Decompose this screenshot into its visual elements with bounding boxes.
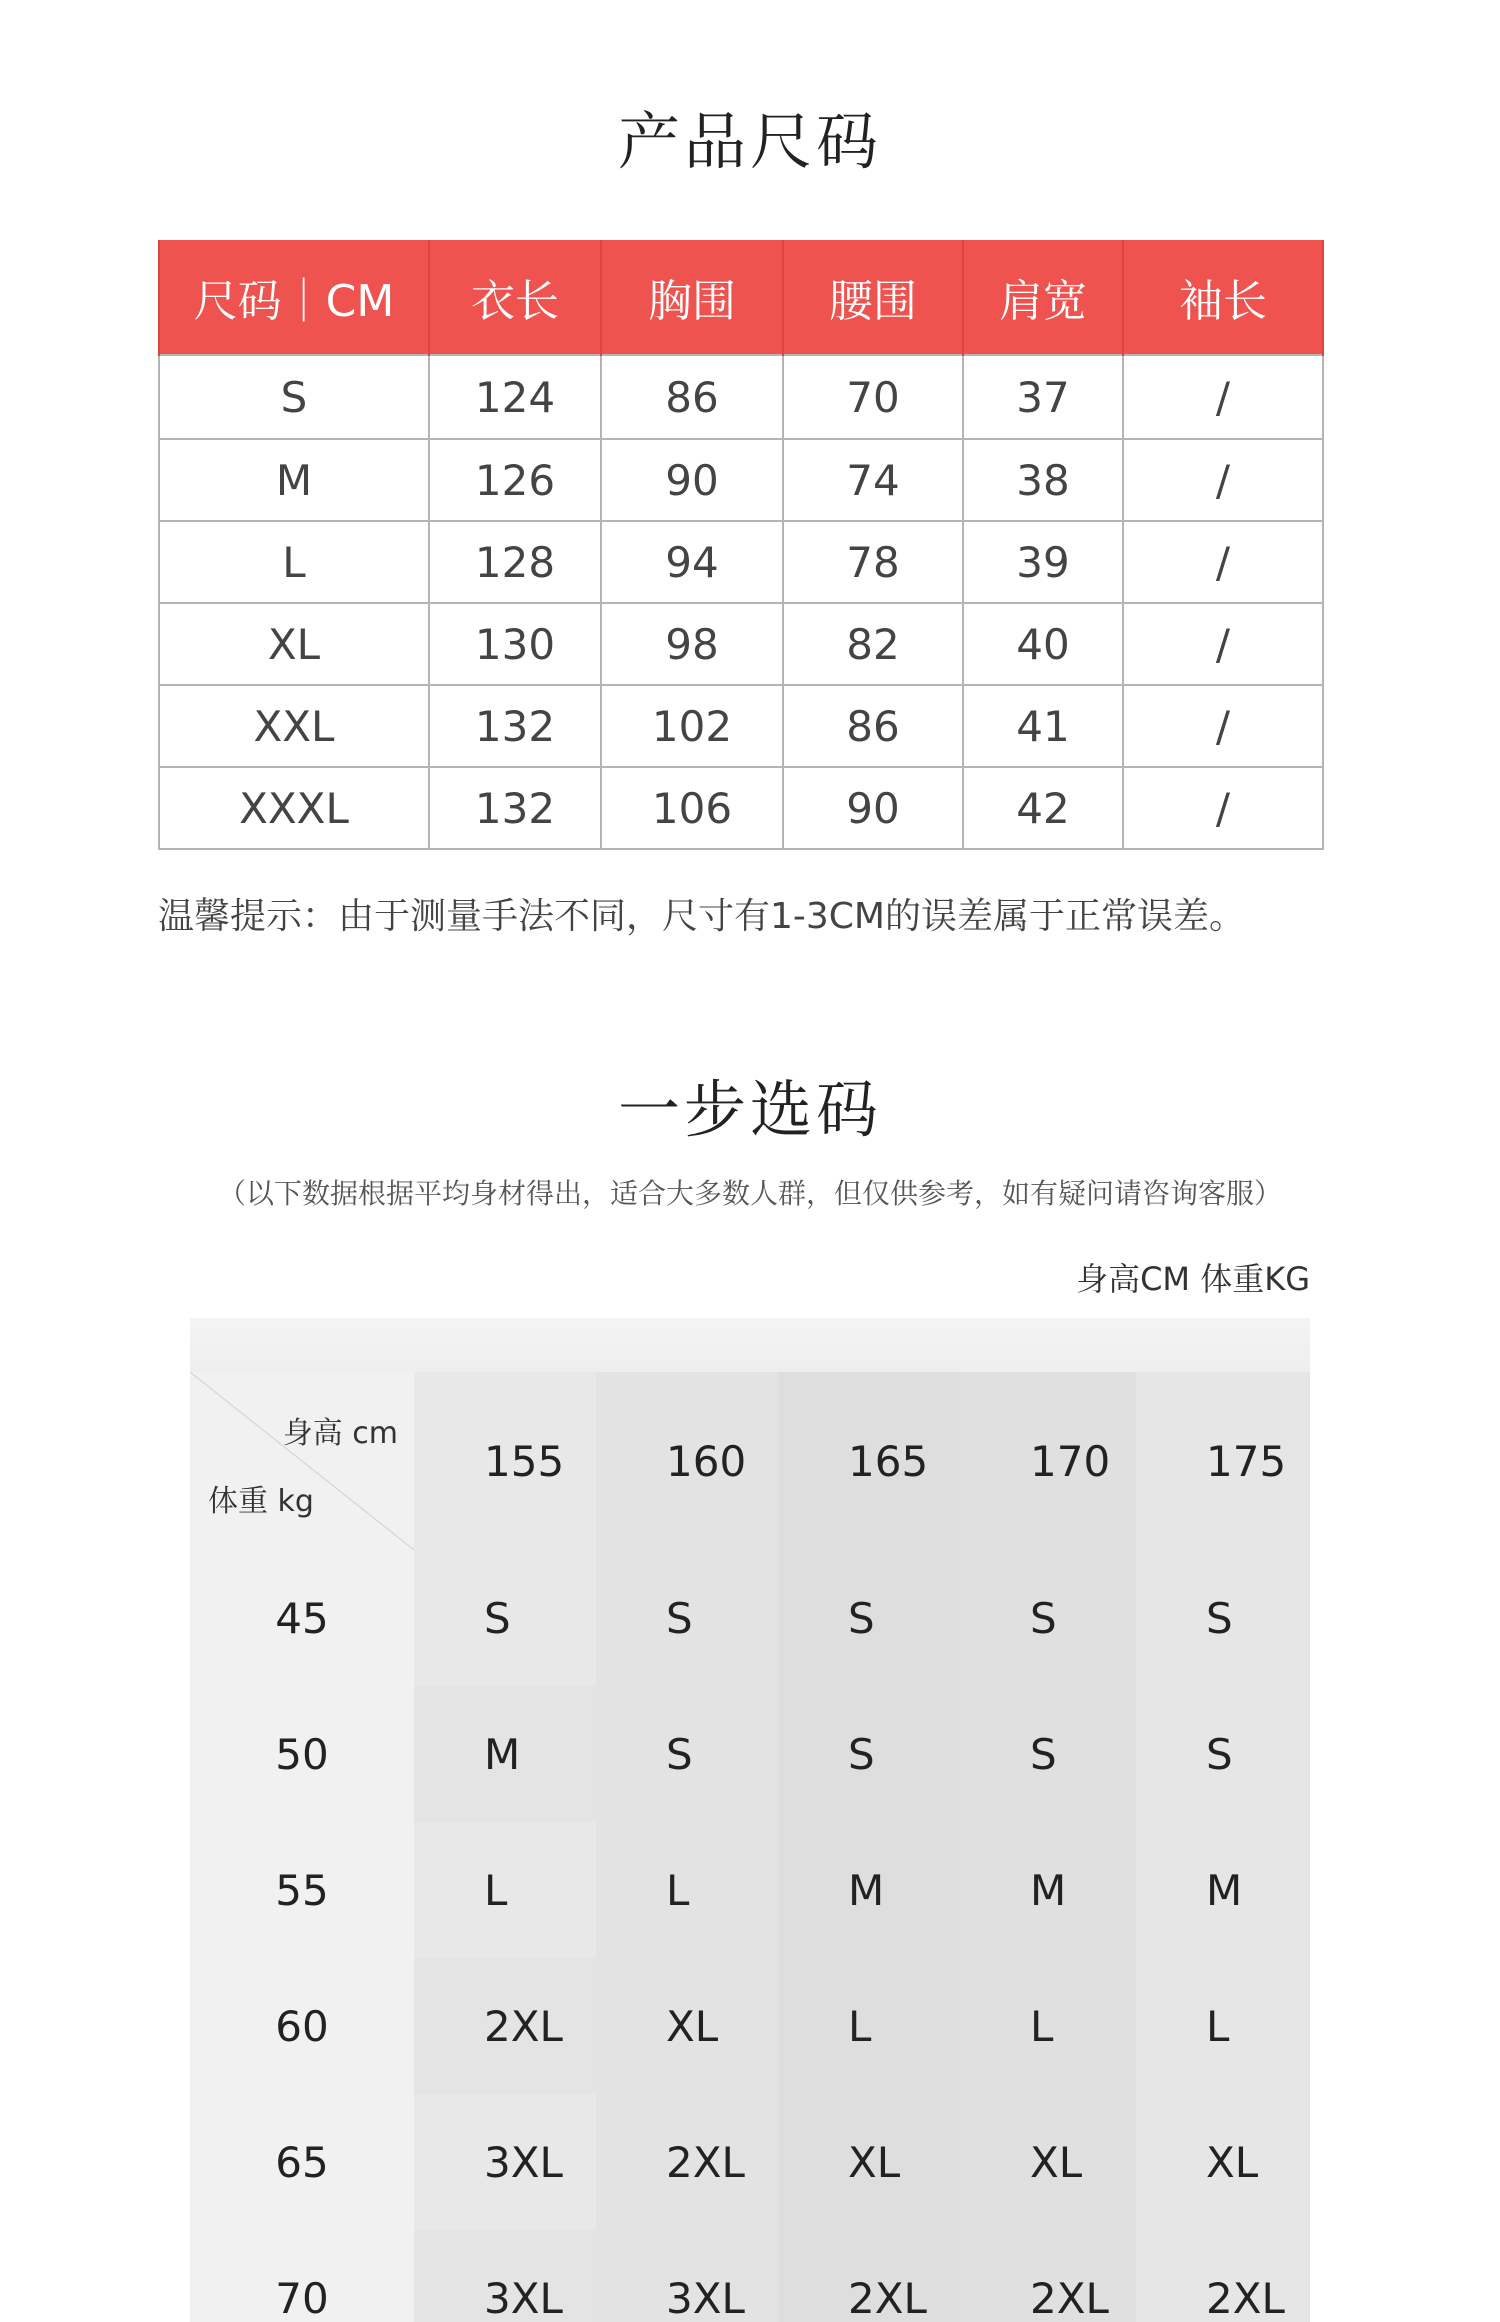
height-170: 170	[960, 1372, 1136, 1550]
size-table-row	[159, 685, 1323, 767]
size-chart-title: 产品尺码	[617, 105, 882, 178]
cell-length: 124	[429, 355, 601, 439]
size-recommendation-grid	[190, 1318, 1310, 2322]
weight-cell: 45	[190, 1550, 414, 1686]
header-sleeve: 袖长	[1123, 240, 1323, 355]
recommended-size-cell: 2XL	[414, 1958, 596, 2094]
header-shoulder: 肩宽	[963, 240, 1123, 355]
cell-waist: 78	[783, 521, 963, 603]
weight-cell: 55	[190, 1822, 414, 1958]
recommend-subtitle: （以下数据根据平均身材得出，适合大多数人群，但仅供参考，如有疑问请咨询客服）	[217, 1177, 1282, 1210]
weight-row	[190, 1958, 1310, 2094]
recommended-size-cell: S	[778, 1550, 960, 1686]
weight-row	[190, 1686, 1310, 1822]
recommended-size-cell: M	[1136, 1822, 1310, 1958]
corner-weight-label: 体重 kg	[208, 1484, 314, 1519]
cell-chest: 94	[601, 521, 783, 603]
weight-cell: 70	[190, 2230, 414, 2322]
recommended-size-cell: S	[596, 1550, 778, 1686]
recommended-size-cell: S	[960, 1686, 1136, 1822]
recommended-size-cell: 3XL	[596, 2230, 778, 2322]
cell-shoulder: 38	[963, 439, 1123, 521]
cell-sleeve: /	[1123, 603, 1323, 685]
recommended-size-cell: 2XL	[1136, 2230, 1310, 2322]
weight-cell: 50	[190, 1686, 414, 1822]
recommended-size-cell: 3XL	[414, 2230, 596, 2322]
cell-shoulder: 37	[963, 355, 1123, 439]
cell-size: M	[159, 439, 429, 521]
corner-height-label: 身高 cm	[282, 1416, 398, 1451]
cell-shoulder: 41	[963, 685, 1123, 767]
cell-size: XXL	[159, 685, 429, 767]
recommended-size-cell: L	[960, 1958, 1136, 2094]
recommended-size-cell: M	[778, 1822, 960, 1958]
cell-chest: 106	[601, 767, 783, 849]
cell-waist: 90	[783, 767, 963, 849]
cell-chest: 86	[601, 355, 783, 439]
cell-sleeve: /	[1123, 685, 1323, 767]
cell-waist: 82	[783, 603, 963, 685]
weight-row	[190, 1822, 1310, 1958]
recommended-size-cell: L	[778, 1958, 960, 2094]
weight-cell: 65	[190, 2094, 414, 2230]
header-length: 衣长	[429, 240, 601, 355]
recommended-size-cell: L	[1136, 1958, 1310, 2094]
size-table	[158, 240, 1324, 850]
recommended-size-cell: L	[414, 1822, 596, 1958]
height-header-row	[190, 1372, 1310, 1550]
cell-length: 126	[429, 439, 601, 521]
size-table-row	[159, 439, 1323, 521]
recommended-size-cell: S	[778, 1686, 960, 1822]
height-160: 160	[596, 1372, 778, 1550]
recommended-size-cell: S	[1136, 1686, 1310, 1822]
weight-row	[190, 1550, 1310, 1686]
cell-length: 130	[429, 603, 601, 685]
cell-size: S	[159, 355, 429, 439]
cell-length: 132	[429, 767, 601, 849]
grid-top-strip	[190, 1318, 1310, 1372]
cell-length: 128	[429, 521, 601, 603]
cell-chest: 98	[601, 603, 783, 685]
cell-chest: 102	[601, 685, 783, 767]
recommended-size-cell: M	[414, 1686, 596, 1822]
header-chest: 胸围	[601, 240, 783, 355]
recommended-size-cell: XL	[596, 1958, 778, 2094]
header-waist: 腰围	[783, 240, 963, 355]
size-table-body	[159, 355, 1323, 849]
cell-length: 132	[429, 685, 601, 767]
weight-cell: 60	[190, 1958, 414, 2094]
unit-note: 身高CM 体重KG	[1076, 1260, 1310, 1298]
recommended-size-cell: 2XL	[596, 2094, 778, 2230]
cell-sleeve: /	[1123, 521, 1323, 603]
weight-row	[190, 2230, 1310, 2322]
recommended-size-cell: XL	[778, 2094, 960, 2230]
size-table-row	[159, 603, 1323, 685]
size-table-header-row	[159, 240, 1323, 355]
cell-shoulder: 42	[963, 767, 1123, 849]
measurement-tip: 温馨提示：由于测量手法不同，尺寸有1-3CM的误差属于正常误差。	[158, 896, 1245, 937]
recommended-size-cell: XL	[1136, 2094, 1310, 2230]
recommended-size-cell: 2XL	[960, 2230, 1136, 2322]
cell-shoulder: 40	[963, 603, 1123, 685]
cell-size: XXXL	[159, 767, 429, 849]
size-table-row	[159, 355, 1323, 439]
cell-waist: 74	[783, 439, 963, 521]
size-table-row	[159, 767, 1323, 849]
recommended-size-cell: S	[596, 1686, 778, 1822]
recommended-size-cell: 2XL	[778, 2230, 960, 2322]
recommended-size-cell: M	[960, 1822, 1136, 1958]
header-size-cm: 尺码｜CM	[159, 240, 429, 355]
height-155: 155	[414, 1372, 596, 1550]
cell-waist: 86	[783, 685, 963, 767]
weight-row	[190, 2094, 1310, 2230]
cell-chest: 90	[601, 439, 783, 521]
corner-cell	[190, 1372, 414, 1550]
cell-shoulder: 39	[963, 521, 1123, 603]
recommend-title: 一步选码	[617, 1073, 882, 1146]
recommended-size-cell: S	[414, 1550, 596, 1686]
cell-sleeve: /	[1123, 767, 1323, 849]
cell-size: L	[159, 521, 429, 603]
height-165: 165	[778, 1372, 960, 1550]
cell-size: XL	[159, 603, 429, 685]
recommendation-body	[190, 1372, 1310, 2322]
recommendation-table	[190, 1372, 1310, 2322]
cell-sleeve: /	[1123, 439, 1323, 521]
cell-sleeve: /	[1123, 355, 1323, 439]
recommended-size-cell: S	[1136, 1550, 1310, 1686]
cell-waist: 70	[783, 355, 963, 439]
recommended-size-cell: L	[596, 1822, 778, 1958]
size-table-row	[159, 521, 1323, 603]
recommended-size-cell: 3XL	[414, 2094, 596, 2230]
recommended-size-cell: S	[960, 1550, 1136, 1686]
height-175: 175	[1136, 1372, 1310, 1550]
recommended-size-cell: XL	[960, 2094, 1136, 2230]
